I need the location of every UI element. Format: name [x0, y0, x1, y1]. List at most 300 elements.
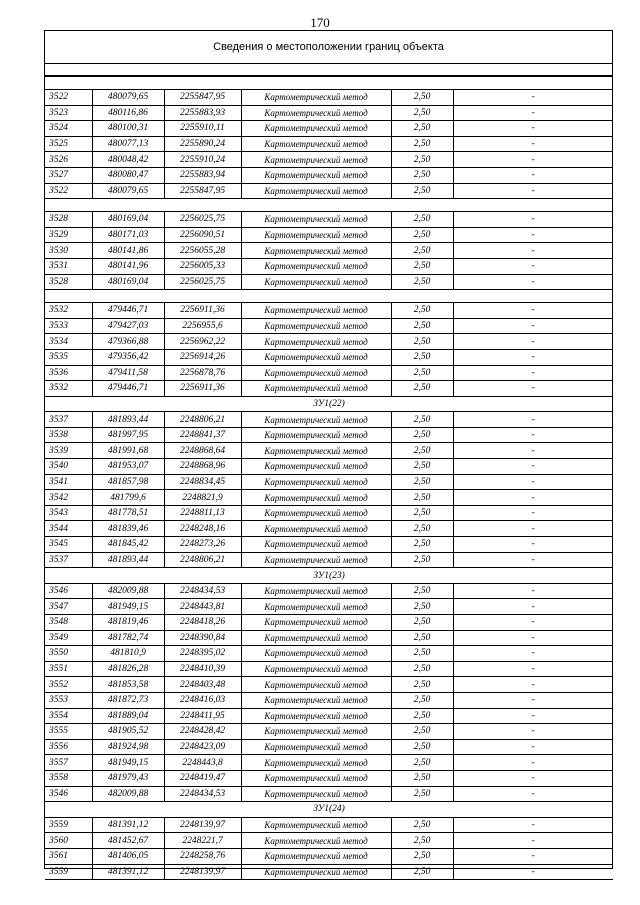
- method-cell: Картометрический метод: [241, 521, 391, 537]
- accuracy-cell: 2,50: [391, 212, 453, 228]
- coord-y-cell: 2248868,96: [164, 459, 241, 475]
- method-cell: Картометрический метод: [241, 490, 391, 506]
- coord-x-cell: 480077,13: [92, 136, 164, 152]
- accuracy-cell: 2,50: [391, 692, 453, 708]
- accuracy-cell: 2,50: [391, 443, 453, 459]
- point-number-cell: 3554: [45, 708, 92, 724]
- coord-y-cell: 2256878,76: [164, 365, 241, 381]
- accuracy-cell: 2,50: [391, 318, 453, 334]
- section-blank-row: [45, 77, 613, 90]
- point-number-cell: 3529: [45, 227, 92, 243]
- point-number-cell: 3528: [45, 212, 92, 228]
- coordinates-table-body: [45, 77, 613, 880]
- accuracy-cell: 2,50: [391, 243, 453, 259]
- accuracy-cell: 2,50: [391, 152, 453, 168]
- accuracy-cell: 2,50: [391, 583, 453, 599]
- accuracy-cell: 2,50: [391, 459, 453, 475]
- table-row: [45, 427, 613, 443]
- coord-x-cell: 480048,42: [92, 152, 164, 168]
- coord-x-cell: 480141,86: [92, 243, 164, 259]
- coord-y-cell: 2248434,53: [164, 786, 241, 802]
- table-row: [45, 303, 613, 319]
- point-number-cell: 3558: [45, 770, 92, 786]
- note-cell: -: [453, 90, 613, 106]
- table-row: [45, 833, 613, 849]
- table-row: [45, 274, 613, 290]
- accuracy-cell: 2,50: [391, 630, 453, 646]
- method-cell: Картометрический метод: [241, 833, 391, 849]
- coord-y-cell: 2248403,48: [164, 677, 241, 693]
- accuracy-cell: 2,50: [391, 258, 453, 274]
- table-row: [45, 474, 613, 490]
- note-cell: -: [453, 183, 613, 199]
- coord-x-cell: 482009,88: [92, 583, 164, 599]
- point-number-cell: 3548: [45, 615, 92, 631]
- accuracy-cell: 2,50: [391, 490, 453, 506]
- accuracy-cell: 2,50: [391, 227, 453, 243]
- table-row: [45, 334, 613, 350]
- method-cell: Картометрический метод: [241, 105, 391, 121]
- method-cell: Картометрический метод: [241, 817, 391, 833]
- coord-y-cell: 2248806,21: [164, 552, 241, 568]
- point-number-cell: 3522: [45, 90, 92, 106]
- point-number-cell: 3544: [45, 521, 92, 537]
- accuracy-cell: 2,50: [391, 724, 453, 740]
- note-cell: -: [453, 318, 613, 334]
- table-row: [45, 864, 613, 880]
- coord-x-cell: 480171,03: [92, 227, 164, 243]
- accuracy-cell: 2,50: [391, 521, 453, 537]
- table-row: [45, 677, 613, 693]
- coordinates-table: [45, 76, 613, 880]
- coord-x-cell: 481979,43: [92, 770, 164, 786]
- coord-x-cell: 481893,44: [92, 412, 164, 428]
- accuracy-cell: 2,50: [391, 646, 453, 662]
- note-cell: -: [453, 739, 613, 755]
- coord-x-cell: 480169,04: [92, 274, 164, 290]
- coord-x-cell: 481997,95: [92, 427, 164, 443]
- point-number-cell: 3547: [45, 599, 92, 615]
- coord-y-cell: 2248834,45: [164, 474, 241, 490]
- coord-y-cell: 2248416,03: [164, 692, 241, 708]
- note-cell: -: [453, 243, 613, 259]
- section-blank-row: [45, 199, 613, 212]
- accuracy-cell: 2,50: [391, 183, 453, 199]
- section-separator: [45, 290, 613, 303]
- accuracy-cell: 2,50: [391, 365, 453, 381]
- coord-y-cell: 2255910,24: [164, 152, 241, 168]
- accuracy-cell: 2,50: [391, 739, 453, 755]
- table-row: [45, 412, 613, 428]
- accuracy-cell: 2,50: [391, 755, 453, 771]
- table-row: [45, 90, 613, 106]
- method-cell: Картометрический метод: [241, 427, 391, 443]
- accuracy-cell: 2,50: [391, 817, 453, 833]
- coord-y-cell: 2248868,64: [164, 443, 241, 459]
- accuracy-cell: 2,50: [391, 786, 453, 802]
- table-row: [45, 318, 613, 334]
- coord-x-cell: 479411,58: [92, 365, 164, 381]
- method-cell: Картометрический метод: [241, 848, 391, 864]
- point-number-cell: 3532: [45, 381, 92, 397]
- point-number-cell: 3523: [45, 105, 92, 121]
- method-cell: Картометрический метод: [241, 121, 391, 137]
- table-row: [45, 708, 613, 724]
- accuracy-cell: 2,50: [391, 274, 453, 290]
- method-cell: Картометрический метод: [241, 412, 391, 428]
- method-cell: Картометрический метод: [241, 459, 391, 475]
- table-row: [45, 692, 613, 708]
- table-row: [45, 152, 613, 168]
- note-cell: -: [453, 274, 613, 290]
- note-cell: -: [453, 365, 613, 381]
- coord-y-cell: 2256025,75: [164, 274, 241, 290]
- accuracy-cell: 2,50: [391, 552, 453, 568]
- table-row: [45, 583, 613, 599]
- note-cell: -: [453, 490, 613, 506]
- coord-y-cell: 2256962,22: [164, 334, 241, 350]
- table-title: Сведения о местоположении границ объекта: [45, 31, 612, 64]
- point-number-cell: 3560: [45, 833, 92, 849]
- accuracy-cell: 2,50: [391, 349, 453, 365]
- point-number-cell: 3539: [45, 443, 92, 459]
- table-row: [45, 365, 613, 381]
- point-number-cell: 3551: [45, 661, 92, 677]
- point-number-cell: 3528: [45, 274, 92, 290]
- accuracy-cell: 2,50: [391, 474, 453, 490]
- note-cell: -: [453, 258, 613, 274]
- point-number-cell: 3557: [45, 755, 92, 771]
- section-label: ЗУ1(22): [45, 396, 613, 412]
- coord-x-cell: 481872,73: [92, 692, 164, 708]
- method-cell: Картометрический метод: [241, 708, 391, 724]
- point-number-cell: 3530: [45, 243, 92, 259]
- accuracy-cell: 2,50: [391, 864, 453, 880]
- coord-y-cell: 2256025,75: [164, 212, 241, 228]
- point-number-cell: 3542: [45, 490, 92, 506]
- section-label-row: [45, 396, 613, 412]
- note-cell: -: [453, 136, 613, 152]
- section-label-row: [45, 802, 613, 818]
- section-separator: [45, 77, 613, 90]
- point-number-cell: 3537: [45, 552, 92, 568]
- point-number-cell: 3524: [45, 121, 92, 137]
- coord-x-cell: 481949,15: [92, 599, 164, 615]
- note-cell: -: [453, 599, 613, 615]
- note-cell: -: [453, 505, 613, 521]
- table-row: [45, 848, 613, 864]
- coord-y-cell: 2248428,42: [164, 724, 241, 740]
- point-number-cell: 3545: [45, 537, 92, 553]
- point-number-cell: 3559: [45, 817, 92, 833]
- method-cell: Картометрический метод: [241, 770, 391, 786]
- coord-y-cell: 2255910,11: [164, 121, 241, 137]
- table-row: [45, 552, 613, 568]
- header-spacer: [45, 64, 612, 76]
- method-cell: Картометрический метод: [241, 615, 391, 631]
- note-cell: -: [453, 692, 613, 708]
- method-cell: Картометрический метод: [241, 864, 391, 880]
- point-number-cell: 3552: [45, 677, 92, 693]
- accuracy-cell: 2,50: [391, 121, 453, 137]
- coord-y-cell: 2248411,95: [164, 708, 241, 724]
- table-row: [45, 817, 613, 833]
- method-cell: Картометрический метод: [241, 505, 391, 521]
- accuracy-cell: 2,50: [391, 599, 453, 615]
- coord-y-cell: 2248139,97: [164, 864, 241, 880]
- accuracy-cell: 2,50: [391, 90, 453, 106]
- table-row: [45, 349, 613, 365]
- method-cell: Картометрический метод: [241, 630, 391, 646]
- coord-y-cell: 2248410,39: [164, 661, 241, 677]
- table-row: [45, 183, 613, 199]
- method-cell: Картометрический метод: [241, 537, 391, 553]
- coord-x-cell: 479427,03: [92, 318, 164, 334]
- accuracy-cell: 2,50: [391, 615, 453, 631]
- method-cell: Картометрический метод: [241, 381, 391, 397]
- coord-y-cell: 2248806,21: [164, 412, 241, 428]
- note-cell: -: [453, 412, 613, 428]
- note-cell: -: [453, 443, 613, 459]
- point-number-cell: 3535: [45, 349, 92, 365]
- coord-y-cell: 2255890,24: [164, 136, 241, 152]
- note-cell: -: [453, 615, 613, 631]
- coord-y-cell: 2248821,9: [164, 490, 241, 506]
- method-cell: Картометрический метод: [241, 583, 391, 599]
- coord-x-cell: 480116,86: [92, 105, 164, 121]
- point-number-cell: 3540: [45, 459, 92, 475]
- point-number-cell: 3549: [45, 630, 92, 646]
- note-cell: -: [453, 334, 613, 350]
- method-cell: Картометрический метод: [241, 692, 391, 708]
- method-cell: Картометрический метод: [241, 90, 391, 106]
- coord-y-cell: 2255847,95: [164, 90, 241, 106]
- method-cell: Картометрический метод: [241, 183, 391, 199]
- coord-y-cell: 2248395,02: [164, 646, 241, 662]
- note-cell: -: [453, 474, 613, 490]
- table-row: [45, 615, 613, 631]
- coord-x-cell: 481845,42: [92, 537, 164, 553]
- method-cell: Картометрический метод: [241, 212, 391, 228]
- method-cell: Картометрический метод: [241, 786, 391, 802]
- coord-y-cell: 2248221,7: [164, 833, 241, 849]
- table-row: [45, 630, 613, 646]
- accuracy-cell: 2,50: [391, 833, 453, 849]
- accuracy-cell: 2,50: [391, 412, 453, 428]
- method-cell: Картометрический метод: [241, 243, 391, 259]
- coord-y-cell: 2248434,53: [164, 583, 241, 599]
- point-number-cell: 3526: [45, 152, 92, 168]
- note-cell: -: [453, 583, 613, 599]
- table-row: [45, 212, 613, 228]
- section-label: ЗУ1(23): [45, 568, 613, 584]
- note-cell: -: [453, 212, 613, 228]
- coord-x-cell: 481819,46: [92, 615, 164, 631]
- section-label-row: [45, 568, 613, 584]
- table-row: [45, 646, 613, 662]
- point-number-cell: 3555: [45, 724, 92, 740]
- coord-x-cell: 481810,9: [92, 646, 164, 662]
- coord-x-cell: 481857,98: [92, 474, 164, 490]
- coord-y-cell: 2256911,36: [164, 381, 241, 397]
- table-row: [45, 724, 613, 740]
- coord-x-cell: 480079,65: [92, 183, 164, 199]
- accuracy-cell: 2,50: [391, 427, 453, 443]
- accuracy-cell: 2,50: [391, 303, 453, 319]
- coord-x-cell: 480141,96: [92, 258, 164, 274]
- table-row: [45, 121, 613, 137]
- method-cell: Картометрический метод: [241, 136, 391, 152]
- coord-x-cell: 481799,6: [92, 490, 164, 506]
- method-cell: Картометрический метод: [241, 443, 391, 459]
- method-cell: Картометрический метод: [241, 661, 391, 677]
- coord-x-cell: 481924,98: [92, 739, 164, 755]
- point-number-cell: 3522: [45, 183, 92, 199]
- coord-x-cell: 479446,71: [92, 303, 164, 319]
- method-cell: Картометрический метод: [241, 349, 391, 365]
- accuracy-cell: 2,50: [391, 381, 453, 397]
- accuracy-cell: 2,50: [391, 537, 453, 553]
- note-cell: -: [453, 848, 613, 864]
- point-number-cell: 3553: [45, 692, 92, 708]
- table-row: [45, 227, 613, 243]
- coord-y-cell: 2248139,97: [164, 817, 241, 833]
- table-row: [45, 243, 613, 259]
- note-cell: -: [453, 630, 613, 646]
- note-cell: -: [453, 677, 613, 693]
- method-cell: Картометрический метод: [241, 646, 391, 662]
- section-label: ЗУ1(24): [45, 802, 613, 818]
- method-cell: Картометрический метод: [241, 258, 391, 274]
- table-row: [45, 537, 613, 553]
- method-cell: Картометрический метод: [241, 724, 391, 740]
- coord-y-cell: 2248811,13: [164, 505, 241, 521]
- note-cell: -: [453, 552, 613, 568]
- accuracy-cell: 2,50: [391, 505, 453, 521]
- method-cell: Картометрический метод: [241, 755, 391, 771]
- accuracy-cell: 2,50: [391, 167, 453, 183]
- table-row: [45, 105, 613, 121]
- point-number-cell: 3525: [45, 136, 92, 152]
- point-number-cell: 3543: [45, 505, 92, 521]
- coord-x-cell: 479366,88: [92, 334, 164, 350]
- note-cell: -: [453, 303, 613, 319]
- coord-x-cell: 481452,67: [92, 833, 164, 849]
- coord-y-cell: 2248841,37: [164, 427, 241, 443]
- coord-y-cell: 2248443,8: [164, 755, 241, 771]
- coord-y-cell: 2248390,84: [164, 630, 241, 646]
- table-row: [45, 258, 613, 274]
- coord-y-cell: 2248418,26: [164, 615, 241, 631]
- coord-y-cell: 2248423,09: [164, 739, 241, 755]
- coord-x-cell: 481953,07: [92, 459, 164, 475]
- coord-x-cell: 481893,44: [92, 552, 164, 568]
- method-cell: Картометрический метод: [241, 739, 391, 755]
- coord-x-cell: 481778,51: [92, 505, 164, 521]
- accuracy-cell: 2,50: [391, 677, 453, 693]
- coord-x-cell: 480080,47: [92, 167, 164, 183]
- table-row: [45, 661, 613, 677]
- note-cell: -: [453, 381, 613, 397]
- point-number-cell: 3556: [45, 739, 92, 755]
- table-row: [45, 739, 613, 755]
- coord-x-cell: 481905,52: [92, 724, 164, 740]
- coord-x-cell: 481391,12: [92, 864, 164, 880]
- point-number-cell: 3541: [45, 474, 92, 490]
- coord-x-cell: 480169,04: [92, 212, 164, 228]
- method-cell: Картометрический метод: [241, 474, 391, 490]
- coord-y-cell: 2255847,95: [164, 183, 241, 199]
- coord-y-cell: 2256055,28: [164, 243, 241, 259]
- coord-x-cell: 479356,42: [92, 349, 164, 365]
- point-number-cell: 3561: [45, 848, 92, 864]
- point-number-cell: 3536: [45, 365, 92, 381]
- note-cell: -: [453, 427, 613, 443]
- table-row: [45, 136, 613, 152]
- method-cell: Картометрический метод: [241, 303, 391, 319]
- method-cell: Картометрический метод: [241, 334, 391, 350]
- accuracy-cell: 2,50: [391, 770, 453, 786]
- table-row: [45, 521, 613, 537]
- table-row: [45, 490, 613, 506]
- coord-x-cell: 481889,04: [92, 708, 164, 724]
- accuracy-cell: 2,50: [391, 105, 453, 121]
- table-row: [45, 599, 613, 615]
- coord-y-cell: 2256914,26: [164, 349, 241, 365]
- method-cell: Картометрический метод: [241, 167, 391, 183]
- section-separator: [45, 199, 613, 212]
- point-number-cell: 3532: [45, 303, 92, 319]
- point-number-cell: 3550: [45, 646, 92, 662]
- coord-x-cell: 481406,05: [92, 848, 164, 864]
- point-number-cell: 3537: [45, 412, 92, 428]
- table-row: [45, 755, 613, 771]
- coord-y-cell: 2256955,6: [164, 318, 241, 334]
- note-cell: -: [453, 121, 613, 137]
- note-cell: -: [453, 152, 613, 168]
- note-cell: -: [453, 459, 613, 475]
- accuracy-cell: 2,50: [391, 848, 453, 864]
- note-cell: -: [453, 167, 613, 183]
- table-row: [45, 770, 613, 786]
- note-cell: -: [453, 537, 613, 553]
- coord-x-cell: 481949,15: [92, 755, 164, 771]
- coord-x-cell: 482009,88: [92, 786, 164, 802]
- accuracy-cell: 2,50: [391, 661, 453, 677]
- table-row: [45, 786, 613, 802]
- coord-y-cell: 2255883,93: [164, 105, 241, 121]
- point-number-cell: 3527: [45, 167, 92, 183]
- coord-x-cell: 481782,74: [92, 630, 164, 646]
- coord-y-cell: 2256911,36: [164, 303, 241, 319]
- coord-x-cell: 480100,31: [92, 121, 164, 137]
- coord-y-cell: 2248419,47: [164, 770, 241, 786]
- note-cell: -: [453, 755, 613, 771]
- coord-y-cell: 2256005,33: [164, 258, 241, 274]
- method-cell: Картометрический метод: [241, 227, 391, 243]
- method-cell: Картометрический метод: [241, 365, 391, 381]
- point-number-cell: 3534: [45, 334, 92, 350]
- page-number: 170: [310, 15, 330, 30]
- coord-y-cell: 2248273,26: [164, 537, 241, 553]
- point-number-cell: 3533: [45, 318, 92, 334]
- note-cell: -: [453, 770, 613, 786]
- note-cell: -: [453, 833, 613, 849]
- coord-y-cell: 2248443,81: [164, 599, 241, 615]
- note-cell: -: [453, 817, 613, 833]
- accuracy-cell: 2,50: [391, 334, 453, 350]
- coord-x-cell: 480079,65: [92, 90, 164, 106]
